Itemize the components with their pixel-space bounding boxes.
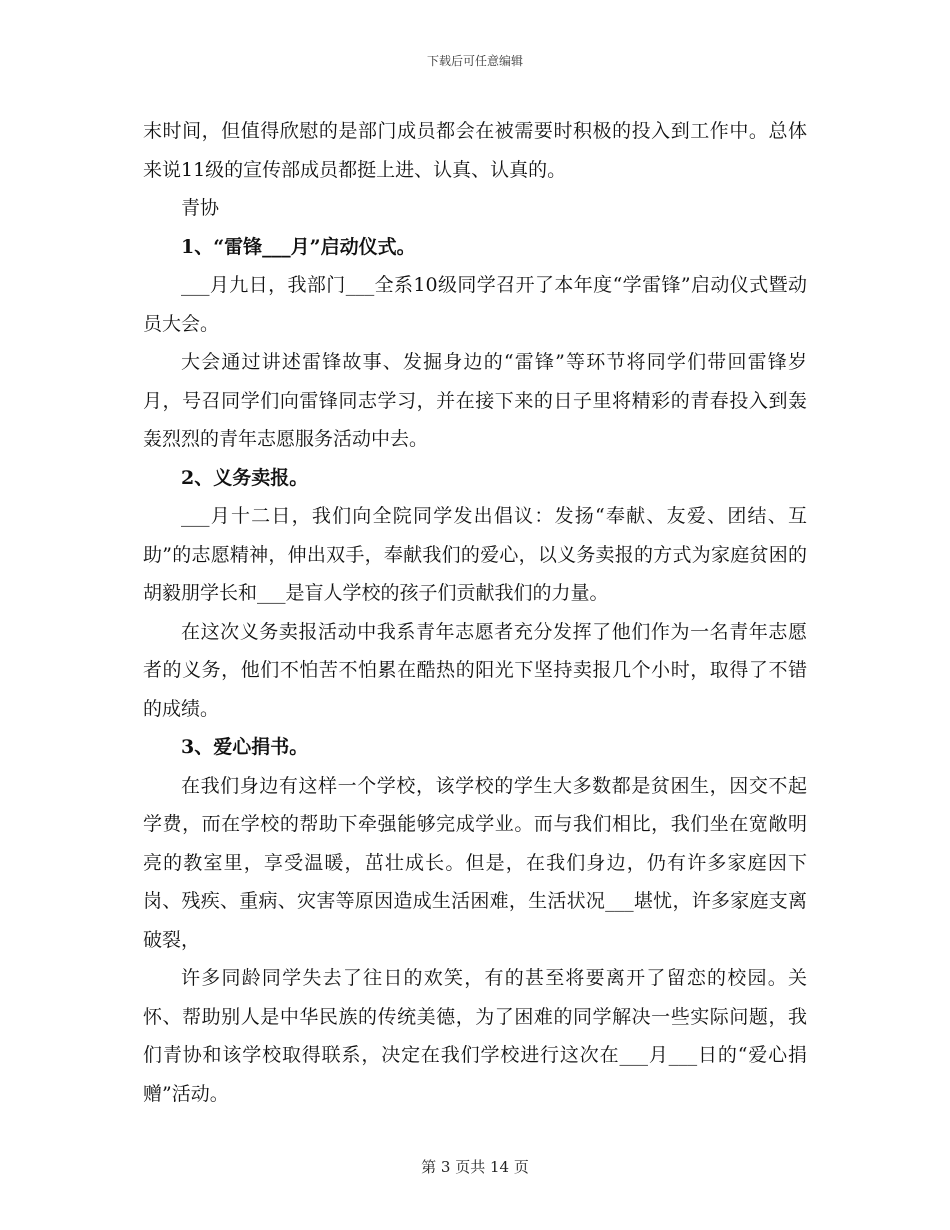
page-number-footer: 第 3 页共 14 页 — [421, 1158, 529, 1176]
paragraph: ___月十二日，我们向全院同学发出倡议：发扬“奉献、友爱、团结、互助”的志愿精神，伸出双手，奉献我们的爱心，以义务卖报的方式为家庭贫困的胡毅朋学长和___是盲人学校的孩子们贡献我们的力量。 — [143, 505, 807, 604]
paragraph: 大会通过讲述雷锋故事、发掘身边的“雷锋”等环节将同学们带回雷锋岁月，号召同学们向雷锋同志学习，并在接下来的日子里将精彩的青春投入到轰轰烈烈的青年志愿服务活动中去。 — [143, 351, 807, 450]
item-heading-3: 3、爱心捐书。 — [181, 736, 309, 758]
paragraph: ___月九日，我部门___全系10级同学召开了本年度“学雷锋”启动仪式暨动员大会。 — [143, 274, 807, 335]
section-title-qingxie: 青协 — [181, 197, 220, 219]
item-heading-1: 1、“雷锋___月”启动仪式。 — [181, 235, 416, 258]
paragraph: 在我们身边有这样一个学校，该学校的学生大多数都是贫困生，因交不起学费，而在学校的帮助下牵强能够完成学业。而与我们相比，我们坐在宽敞明亮的教室里，享受温暖，茁壮成长。但是，在我们身边，仍有许多家庭因下岗、残疾、重病、灾害等原因造成生活困难，生活状况___堪忧，许多家庭支离破裂， — [143, 774, 807, 951]
paragraph: 在这次义务卖报活动中我系青年志愿者充分发挥了他们作为一名青年志愿者的义务，他们不怕苦不怕累在酷热的阳光下坚持卖报几个小时，取得了不错的成绩。 — [143, 620, 807, 720]
item-heading-2: 2、义务卖报。 — [181, 466, 309, 489]
paragraph-continuation: 末时间，但值得欣慰的是部门成员都会在被需要时积极的投入到工作中。总体来说11级的宣传部成员都挺上进、认真、认真的。 — [143, 120, 807, 181]
document-body — [143, 112, 807, 1113]
page-header: 下载后可任意编辑 — [426, 54, 523, 68]
paragraph: 许多同龄同学失去了往日的欢笑，有的甚至将要离开了留恋的校园。关怀、帮助别人是中华民族的传统美德，为了困难的同学解决一些实际问题，我们青协和该学校取得联系，决定在我们学校进行这次在___月___日的“爱心捐赠”活动。 — [143, 967, 807, 1105]
